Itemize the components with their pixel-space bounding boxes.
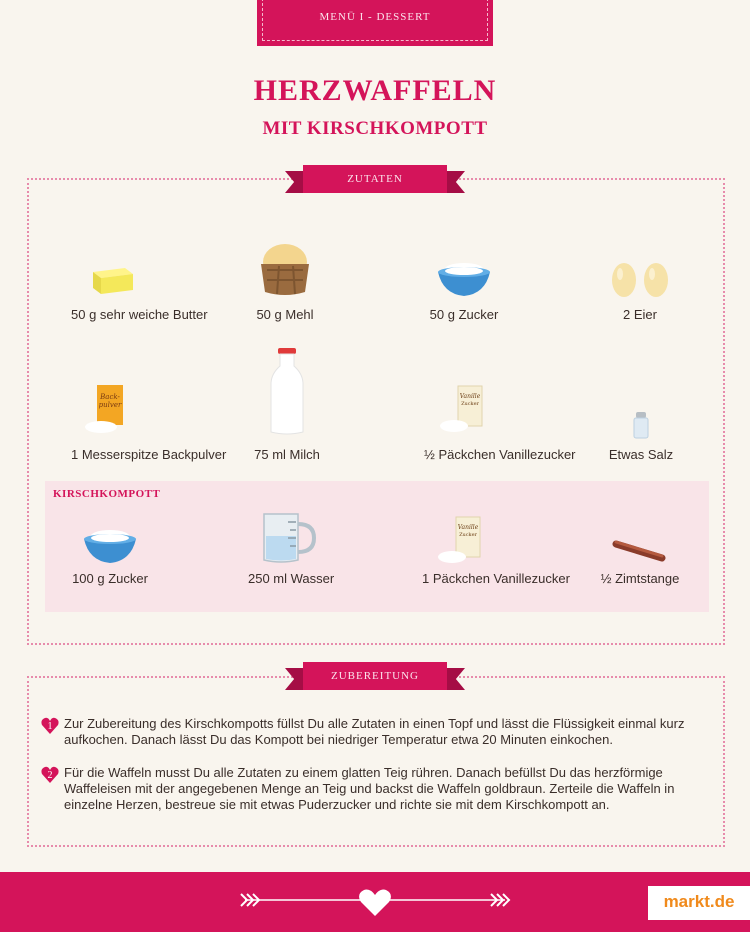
butter-icon — [85, 258, 137, 298]
sugar-bowl-icon — [435, 258, 493, 298]
packet-text: Vanille — [457, 524, 479, 531]
step-number-badge — [40, 716, 60, 736]
baking-powder-icon — [83, 383, 139, 435]
ingredient-label: 75 ml Milch — [254, 447, 320, 462]
ingredient-label: 50 g sehr weiche Butter — [71, 307, 208, 322]
sugar-bowl-icon — [81, 525, 139, 565]
page-title: HERZWAFFELN — [253, 74, 497, 107]
packet-text: Zucker — [461, 401, 479, 407]
step-number: 2 — [47, 770, 53, 781]
packet-text: Vanille — [459, 393, 481, 400]
step-number: 1 — [47, 721, 53, 732]
step-text: Zur Zubereitung des Kirschkompotts füllst Du alle Zutaten in einen Topf und lässt die Flüssigkeit einmal kurz aufkochen. Danach lässt Du das Kompott bei niedriger Temperatur etwa 20 Minuten einkochen. — [64, 716, 685, 747]
ingredient-label: 1 Messerspitze Backpulver — [71, 447, 227, 462]
ingredient-label: 50 g Mehl — [256, 307, 314, 322]
packet-text: pulver — [98, 401, 122, 409]
ingredient-label: ½ Zimtstange — [600, 571, 680, 586]
eggs-icon — [608, 258, 672, 300]
preparation-ribbon — [285, 662, 465, 690]
menu-tag-label: MENÜ I - DESSERT — [319, 11, 431, 23]
ingredient-label: ½ Päckchen Vanillezucker — [424, 447, 576, 462]
milk-bottle-icon — [267, 348, 307, 436]
preparation-panel — [27, 676, 725, 847]
vanilla-sugar-icon — [436, 515, 488, 565]
step-text: Für die Waffeln musst Du alle Zutaten zu einem glatten Teig rühren. Danach befüllst Du das herzförmige Waffeleisen mit der angegebenen Menge an Teig und backst die Waffeln goldbraun. Zerteile die Waffeln in einzelne Herzen, bestreue sie mit etwas Puderzucker und richte sie mit dem Kirschkompott an. — [64, 765, 675, 812]
ingredient-label: 50 g Zucker — [429, 307, 499, 322]
brand-logo[interactable] — [648, 886, 750, 920]
salt-shaker-icon — [631, 410, 651, 440]
packet-text: Back- — [100, 393, 120, 401]
ingredient-label: 100 g Zucker — [72, 571, 148, 586]
cinnamon-stick-icon — [610, 536, 670, 566]
ingredients-ribbon-label: ZUTATEN — [347, 173, 403, 185]
page-subtitle: MIT KIRSCHKOMPOTT — [262, 118, 488, 139]
ingredient-label: 1 Päckchen Vanillezucker — [422, 571, 570, 586]
measuring-cup-icon — [258, 512, 318, 564]
ingredient-label: 2 Eier — [623, 307, 657, 322]
compote-title: KIRSCHKOMPOTT — [53, 488, 161, 500]
ingredient-label: Etwas Salz — [608, 447, 674, 462]
packet-text: Zucker — [459, 532, 477, 538]
arrow-heart-icon — [235, 882, 515, 922]
ingredient-label: 250 ml Wasser — [248, 571, 335, 586]
vanilla-sugar-icon — [438, 384, 490, 434]
menu-tag — [257, 0, 493, 46]
brand-logo-text: markt.de — [663, 892, 735, 911]
preparation-ribbon-label: ZUBEREITUNG — [331, 670, 419, 682]
ingredients-ribbon — [285, 165, 465, 193]
step-number-badge — [40, 765, 60, 785]
flour-sack-icon — [257, 240, 313, 298]
footer-band — [0, 872, 750, 932]
